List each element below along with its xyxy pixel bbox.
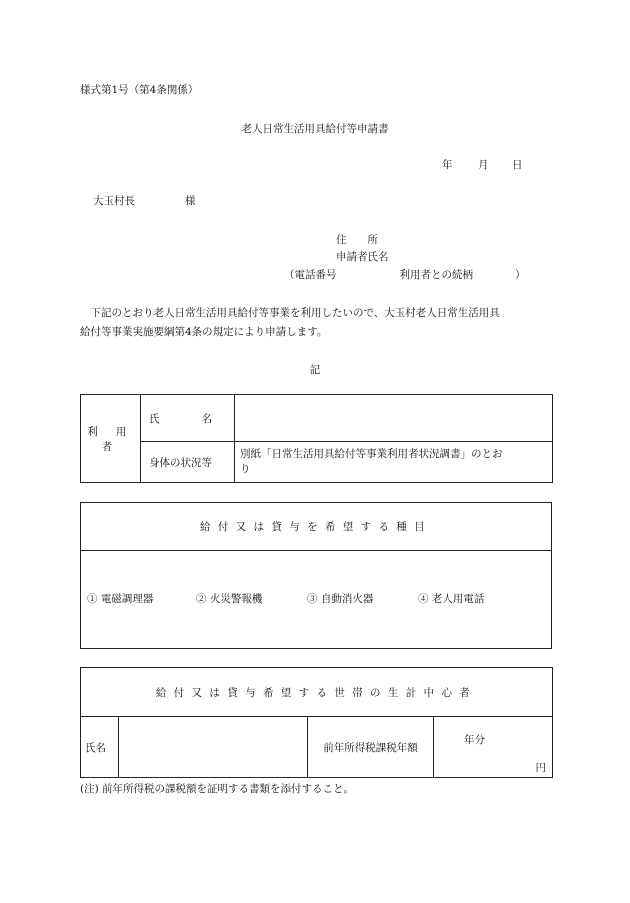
ki-heading: 記 bbox=[309, 364, 321, 376]
income-field[interactable] bbox=[434, 717, 553, 778]
user-table bbox=[80, 394, 553, 483]
addressee-name: 大玉村長 bbox=[93, 195, 135, 207]
household-table bbox=[80, 667, 553, 778]
note: (注) 前年所得税の課税額を証明する書類を添付すること。 bbox=[80, 783, 355, 795]
addressee-honorific: 様 bbox=[185, 195, 196, 207]
item-table-header: 給付又は貸与を希望する種目 bbox=[81, 503, 552, 551]
condition-value-line-2: り bbox=[240, 463, 251, 475]
option-elderly-phone[interactable]: ④ 老人用電話 bbox=[418, 593, 485, 605]
option-auto-extinguisher[interactable]: ③ 自動消火器 bbox=[307, 593, 374, 605]
user-name-field[interactable] bbox=[235, 395, 553, 442]
item-table bbox=[80, 502, 552, 649]
household-name-label: 氏名 bbox=[81, 717, 119, 778]
user-name-label: 氏 名 bbox=[141, 395, 235, 442]
income-year-label: 年分 bbox=[464, 734, 485, 746]
body-text-line-1: 下記のとおり老人日常生活用具給付等事業を利用したいので、大玉村老人日常生活用具 bbox=[80, 307, 500, 319]
household-name-field[interactable] bbox=[119, 717, 308, 778]
household-table-header: 給付又は貸与希望する世帯の生計中心者 bbox=[81, 668, 553, 717]
user-condition-label: 身体の状況等 bbox=[141, 442, 235, 483]
applicant-address-label: 住 所 bbox=[336, 234, 378, 246]
form-number: 様式第1号（第4条関係） bbox=[80, 84, 199, 96]
body-text-line-2: 給付等事業実施要綱第4条の規定により申請します。 bbox=[80, 326, 328, 338]
user-condition-field[interactable] bbox=[235, 442, 553, 483]
applicant-phone-line: （電話番号 利用者との続柄 ） bbox=[284, 269, 526, 281]
date-year: 年 bbox=[442, 159, 453, 171]
date-month: 月 bbox=[478, 159, 489, 171]
date-day: 日 bbox=[512, 159, 523, 171]
condition-value-line-1: 別紙「日常生活用具給付等事業利用者状況調書」のとお bbox=[240, 448, 503, 460]
income-yen-label: 円 bbox=[535, 762, 546, 774]
option-induction-cooker[interactable]: ① 電磁調理器 bbox=[87, 593, 154, 605]
item-options-cell bbox=[81, 551, 552, 649]
page-title: 老人日常生活用具給付等申請書 bbox=[241, 123, 389, 135]
income-label: 前年所得税課税年額 bbox=[308, 717, 434, 778]
option-fire-alarm[interactable]: ② 火災警報機 bbox=[196, 593, 263, 605]
user-table-header: 利 用 者 bbox=[81, 395, 141, 483]
applicant-name-label: 申請者氏名 bbox=[336, 251, 389, 263]
